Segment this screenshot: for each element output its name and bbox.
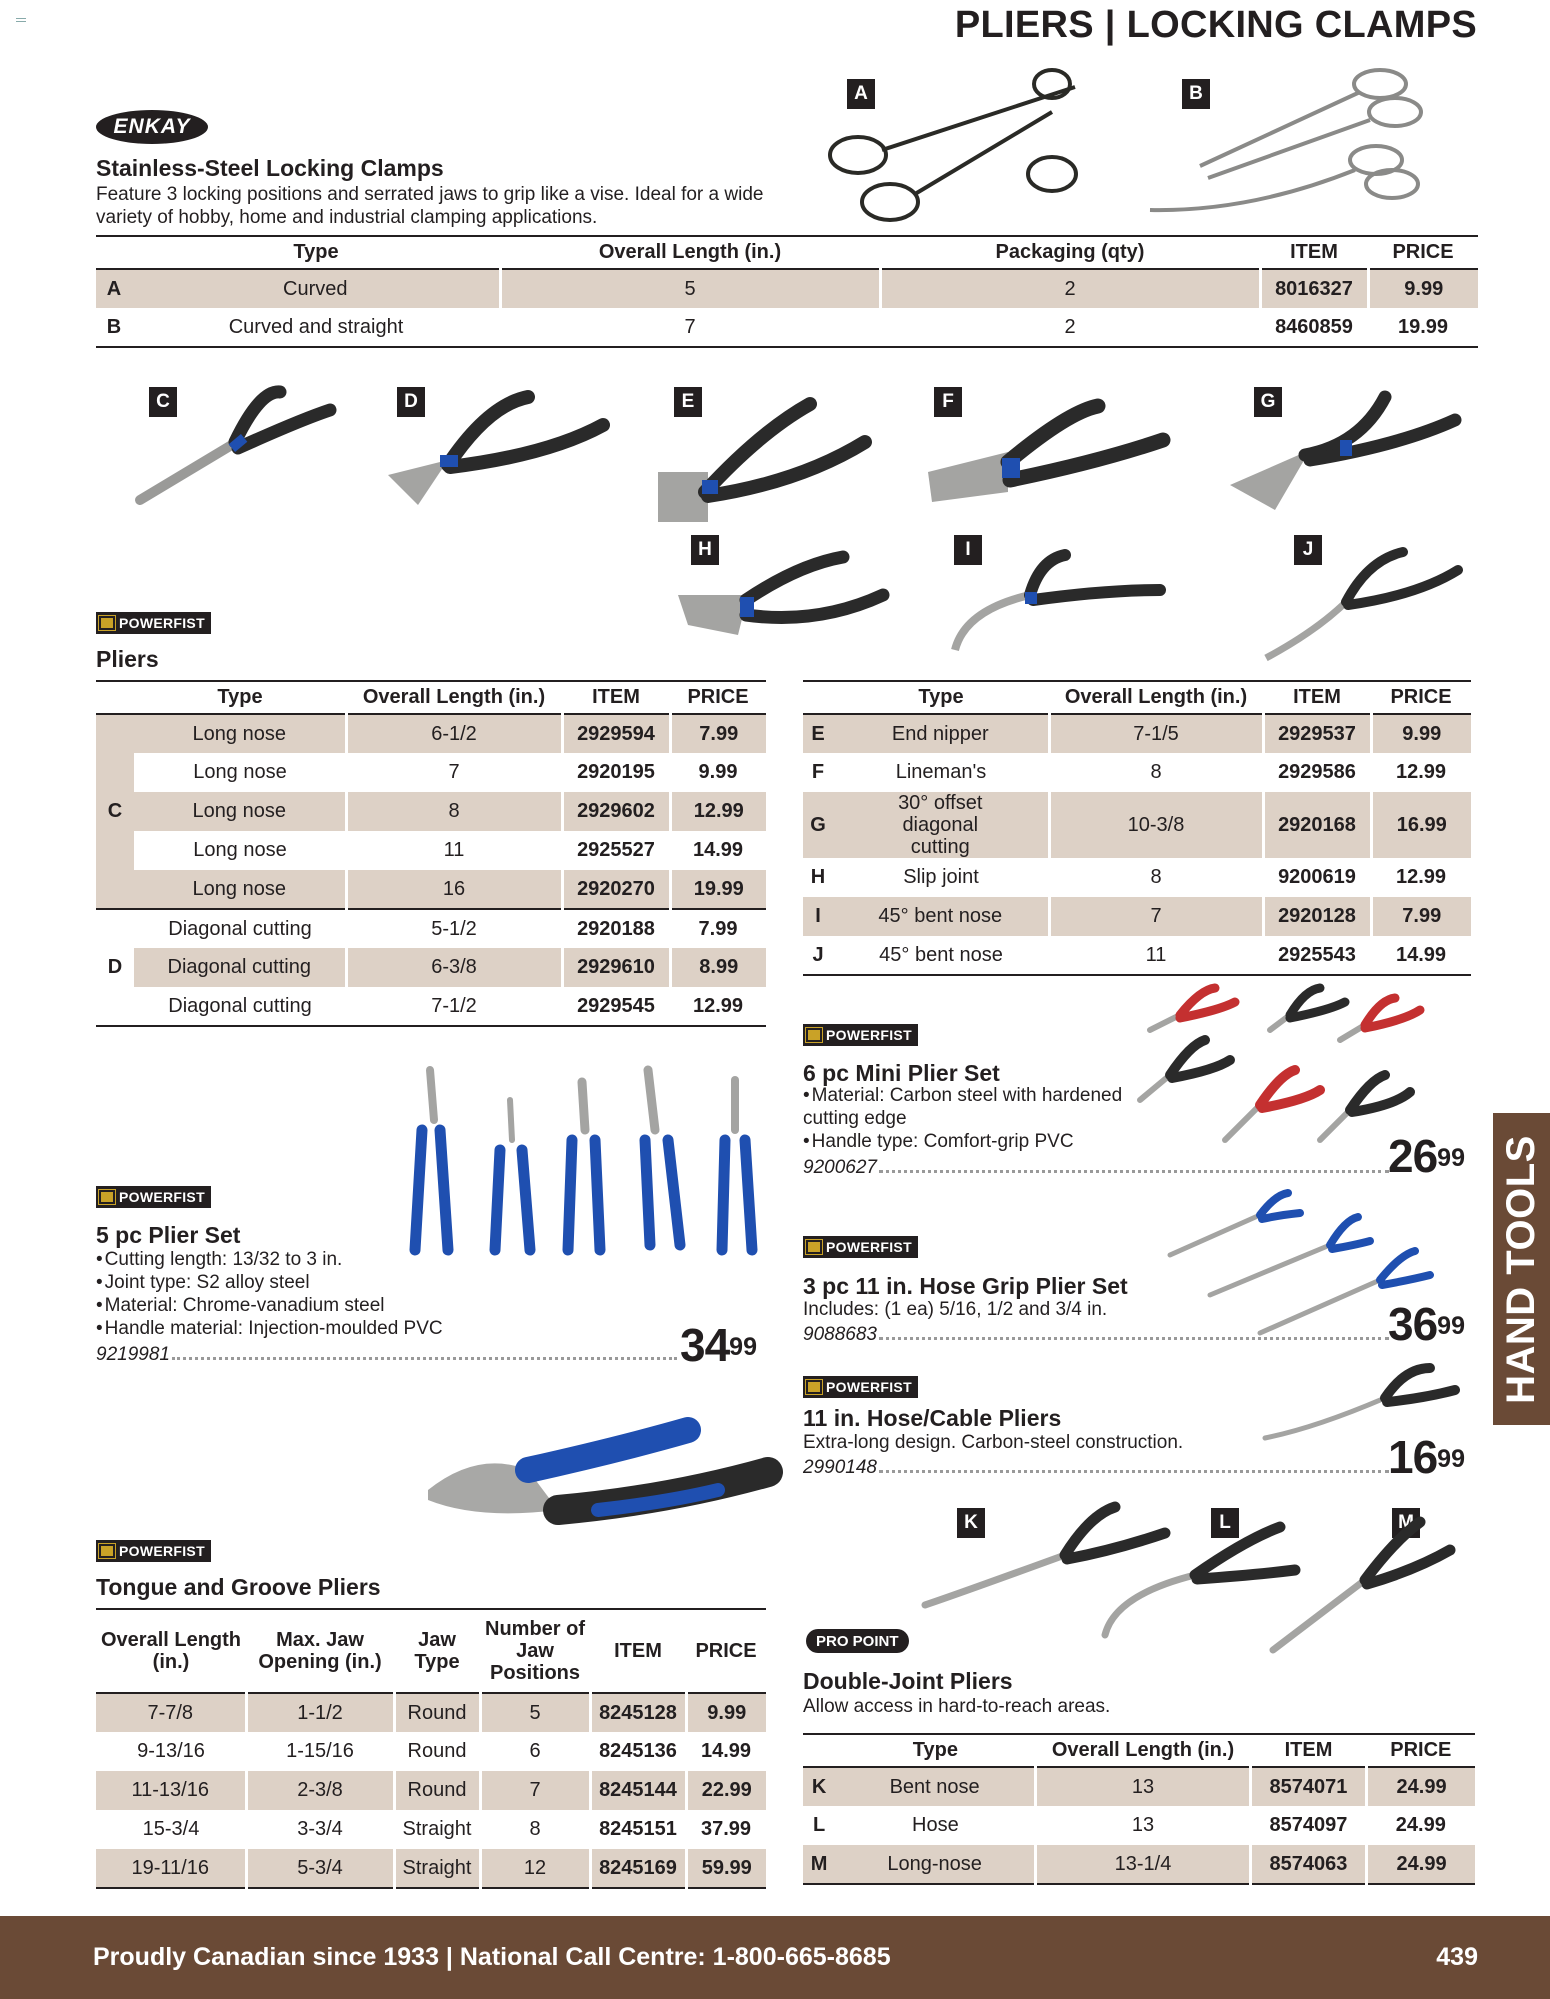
clamps-description: Feature 3 locking positions and serrated jaws to grip like a vise. Ideal for a wide variety of hobby, home and industrial clamping applications.	[96, 184, 764, 228]
hose-cable-description: Extra-long design. Carbon-steel construction.	[803, 1432, 1184, 1453]
powerfist-logo: POWERFIST	[803, 1376, 918, 1398]
table-row: E End nipper 7-1/5 2929537 9.99	[803, 714, 1471, 753]
hand-tools-side-tab: HAND TOOLS	[1493, 1113, 1550, 1425]
slip-joint-pliers-image	[668, 545, 898, 655]
five-pc-item-line: 9219981	[96, 1344, 681, 1366]
pliers-table-left: Type Overall Length (in.) ITEM PRICE C Long nose 6-1/2 2929594 7.99 Long nose 7 2920195 9.99 Long nose 8 2929602 12.99 Long nose 11 2925527 14.99 Long nose 16 2920270 19.99 D Diagonal cutting 5-1/2 2920188 7.99 Diagonal cutting 6-3/8 2929610 8.99 Diagonal cutting 7-1/2 2929545 12.99	[96, 680, 766, 1027]
col-type: Type	[132, 236, 500, 269]
image-tag-d: D	[397, 387, 425, 417]
powerfist-icon	[99, 1544, 115, 1558]
table-row: Diagonal cutting 7-1/2 2929545 12.99	[168, 994, 744, 1017]
image-tag-c: C	[149, 387, 177, 417]
hose-set-item-line: 9088683	[803, 1324, 1393, 1346]
six-pc-title: 6 pc Mini Plier Set	[803, 1060, 1000, 1086]
table-row: A Curved 5 2 8016327 9.99	[96, 269, 1478, 308]
hose-set-price: $36^{99}$	[1388, 1298, 1465, 1350]
end-nipper-image	[650, 392, 890, 532]
powerfist-icon	[806, 1028, 822, 1042]
col-qty: Packaging (qty)	[880, 236, 1260, 269]
powerfist-icon	[99, 616, 115, 630]
table-row: C Long nose 6-1/2 2929594 7.99	[96, 714, 766, 753]
table-row: D Diagonal cutting 5-1/2 2920188 7.99	[96, 909, 766, 948]
double-joint-table: Type Overall Length (in.) ITEM PRICE K Bent nose 13 8574071 24.99 L Hose 13 8574097 24.99 M Long-nose 13-1/4 8574063 24.99	[803, 1733, 1475, 1885]
table-row: 15-3/4 3-3/4 Straight 8 8245151 37.99	[142, 1818, 752, 1840]
footer-text: Proudly Canadian since 1933 | National Call Centre: 1-800-665-8685	[93, 1943, 891, 1971]
table-row: K Bent nose 13 8574071 24.99	[803, 1767, 1475, 1806]
image-tag-a: A	[847, 79, 875, 109]
diagonal-cutting-pliers-image	[378, 385, 618, 515]
tongue-groove-title: Tongue and Groove Pliers	[96, 1574, 381, 1600]
image-tag-g: G	[1254, 387, 1282, 417]
powerfist-logo: POWERFIST	[96, 1540, 211, 1562]
clamps-title: Stainless-Steel Locking Clamps	[96, 155, 444, 181]
table-row: Long nose 7 2920195 9.99	[193, 761, 738, 783]
five-pc-bullets: • Cutting length: 13/32 to 3 in. • Joint type: S2 alloy steel • Material: Chrome-vanadium steel • Handle material: Injection-moulded PVC	[96, 1248, 566, 1340]
six-pc-price: $26^{99}$	[1388, 1130, 1465, 1182]
pliers-title: Pliers	[96, 646, 159, 672]
table-row: Diagonal cutting 6-3/8 2929610 8.99	[96, 948, 766, 987]
table-row: H Slip joint 8 9200619 12.99	[810, 866, 1447, 888]
powerfist-logo: POWERFIST	[803, 1236, 918, 1258]
five-pc-title: 5 pc Plier Set	[96, 1222, 241, 1248]
hose-cable-item-line: 2990148	[803, 1457, 1393, 1479]
six-pc-mini-plier-set-image	[1120, 980, 1420, 1155]
hose-cable-title: 11 in. Hose/Cable Pliers	[803, 1405, 1062, 1431]
tongue-groove-pliers-image	[418, 1410, 778, 1550]
tongue-groove-table: Overall Length (in.) Max. Jaw Opening (in.) Jaw Type Number of Jaw Positions ITEM PRICE 7-7/8 1-1/2 Round 5 8245128 9.99 9-13/16 1-15/16 Round 6 8245136 14.99 11-13/16 2-3/8 Round 7 8245144 22.99 15-3/4 3-3/4 Straight 8 8245151 37.99 19-11/16 5-3/4 Straight 12 8245169 59.99	[96, 1608, 766, 1889]
image-tag-k: K	[957, 1508, 985, 1538]
table-row: L Hose 13 8574097 24.99	[812, 1814, 1446, 1836]
long-nose-double-joint-image	[1265, 1510, 1465, 1660]
col-length: Overall Length (in.)	[500, 236, 880, 269]
footer-bar	[0, 1916, 1550, 1999]
table-row: 9-13/16 1-15/16 Round 6 8245136 14.99	[137, 1740, 752, 1762]
table-row: B Curved and straight 7 2 8460859 19.99	[106, 315, 1449, 338]
image-tag-i: I	[954, 535, 982, 565]
long-nose-pliers-image	[130, 380, 350, 510]
double-joint-title: Double-Joint Pliers	[803, 1668, 1013, 1694]
page-title: PLIERS | LOCKING CLAMPS	[954, 4, 1477, 46]
six-pc-bullets: • Material: Carbon steel with hardened cutting edge • Handle type: Comfort-grip PVC	[803, 1084, 1133, 1153]
pro-point-logo: PRO POINT	[806, 1629, 909, 1653]
image-tag-j: J	[1294, 535, 1322, 565]
table-row: 7-7/8 1-1/2 Round 5 8245128 9.99	[96, 1693, 766, 1732]
bent-nose-pliers-11-image	[1258, 540, 1468, 665]
col-price: PRICE	[1368, 236, 1478, 269]
table-row: G 30° offset diagonal cutting 10-3/8 2920168 16.99	[803, 792, 1471, 858]
pliers-table-right: Type Overall Length (in.) ITEM PRICE E End nipper 7-1/5 2929537 9.99 F Lineman's 8 2929586 12.99 G 30° offset diagonal cutting 10-3/8 2920168 16.99 H Slip joint 8 9200619 12.99 I 45° bent nose 7 2920128 7.99 J 45° bent nose 11 2925543 14.99	[803, 680, 1471, 976]
table-row: 11-13/16 2-3/8 Round 7 8245144 22.99	[96, 1771, 766, 1810]
image-tag-e: E	[674, 387, 702, 417]
image-tag-m: M	[1392, 1508, 1420, 1538]
double-joint-description: Allow access in hard-to-reach areas.	[803, 1696, 1111, 1717]
hose-set-description: Includes: (1 ea) 5/16, 1/2 and 3/4 in.	[803, 1299, 1108, 1320]
clamps-table	[96, 235, 1478, 348]
powerfist-icon	[806, 1380, 822, 1394]
linemans-pliers-image	[918, 392, 1178, 512]
table-row: F Lineman's 8 2929586 12.99	[811, 761, 1447, 783]
col-item: ITEM	[1260, 236, 1368, 269]
image-tag-l: L	[1211, 1508, 1239, 1538]
offset-diagonal-pliers-image	[1220, 385, 1470, 525]
curved-clamp-image	[820, 62, 1110, 232]
powerfist-icon	[806, 1240, 822, 1254]
corner-mark	[16, 18, 26, 22]
page-number: 439	[1436, 1943, 1478, 1971]
bent-nose-pliers-image	[945, 540, 1175, 665]
table-row: Long nose 8 2929602 12.99	[96, 792, 766, 831]
hose-cable-price: $16^{99}$	[1388, 1431, 1465, 1483]
table-row: Long nose 11 2925527 14.99	[193, 839, 744, 861]
five-pc-plier-set-image	[400, 1060, 770, 1260]
five-pc-price: $34^{99}$	[680, 1319, 757, 1371]
table-row: Long nose 16 2920270 19.99	[96, 870, 766, 909]
image-tag-b: B	[1182, 79, 1210, 109]
table-row: J 45° bent nose 11 2925543 14.99	[812, 943, 1447, 966]
enkay-logo: ENKAY	[96, 110, 208, 144]
image-tag-h: H	[691, 535, 719, 565]
powerfist-logo: POWERFIST	[96, 612, 211, 634]
table-row: I 45° bent nose 7 2920128 7.99	[803, 897, 1471, 936]
table-row: 19-11/16 5-3/4 Straight 12 8245169 59.99	[96, 1849, 766, 1888]
powerfist-logo: POWERFIST	[96, 1186, 211, 1208]
powerfist-logo: POWERFIST	[803, 1024, 918, 1046]
straight-clamp-image	[1140, 62, 1430, 222]
six-pc-item-line: 9200627	[803, 1157, 1393, 1179]
image-tag-f: F	[934, 387, 962, 417]
powerfist-icon	[99, 1190, 115, 1204]
table-row: M Long-nose 13-1/4 8574063 24.99	[803, 1845, 1475, 1884]
hose-set-title: 3 pc 11 in. Hose Grip Plier Set	[803, 1273, 1128, 1299]
